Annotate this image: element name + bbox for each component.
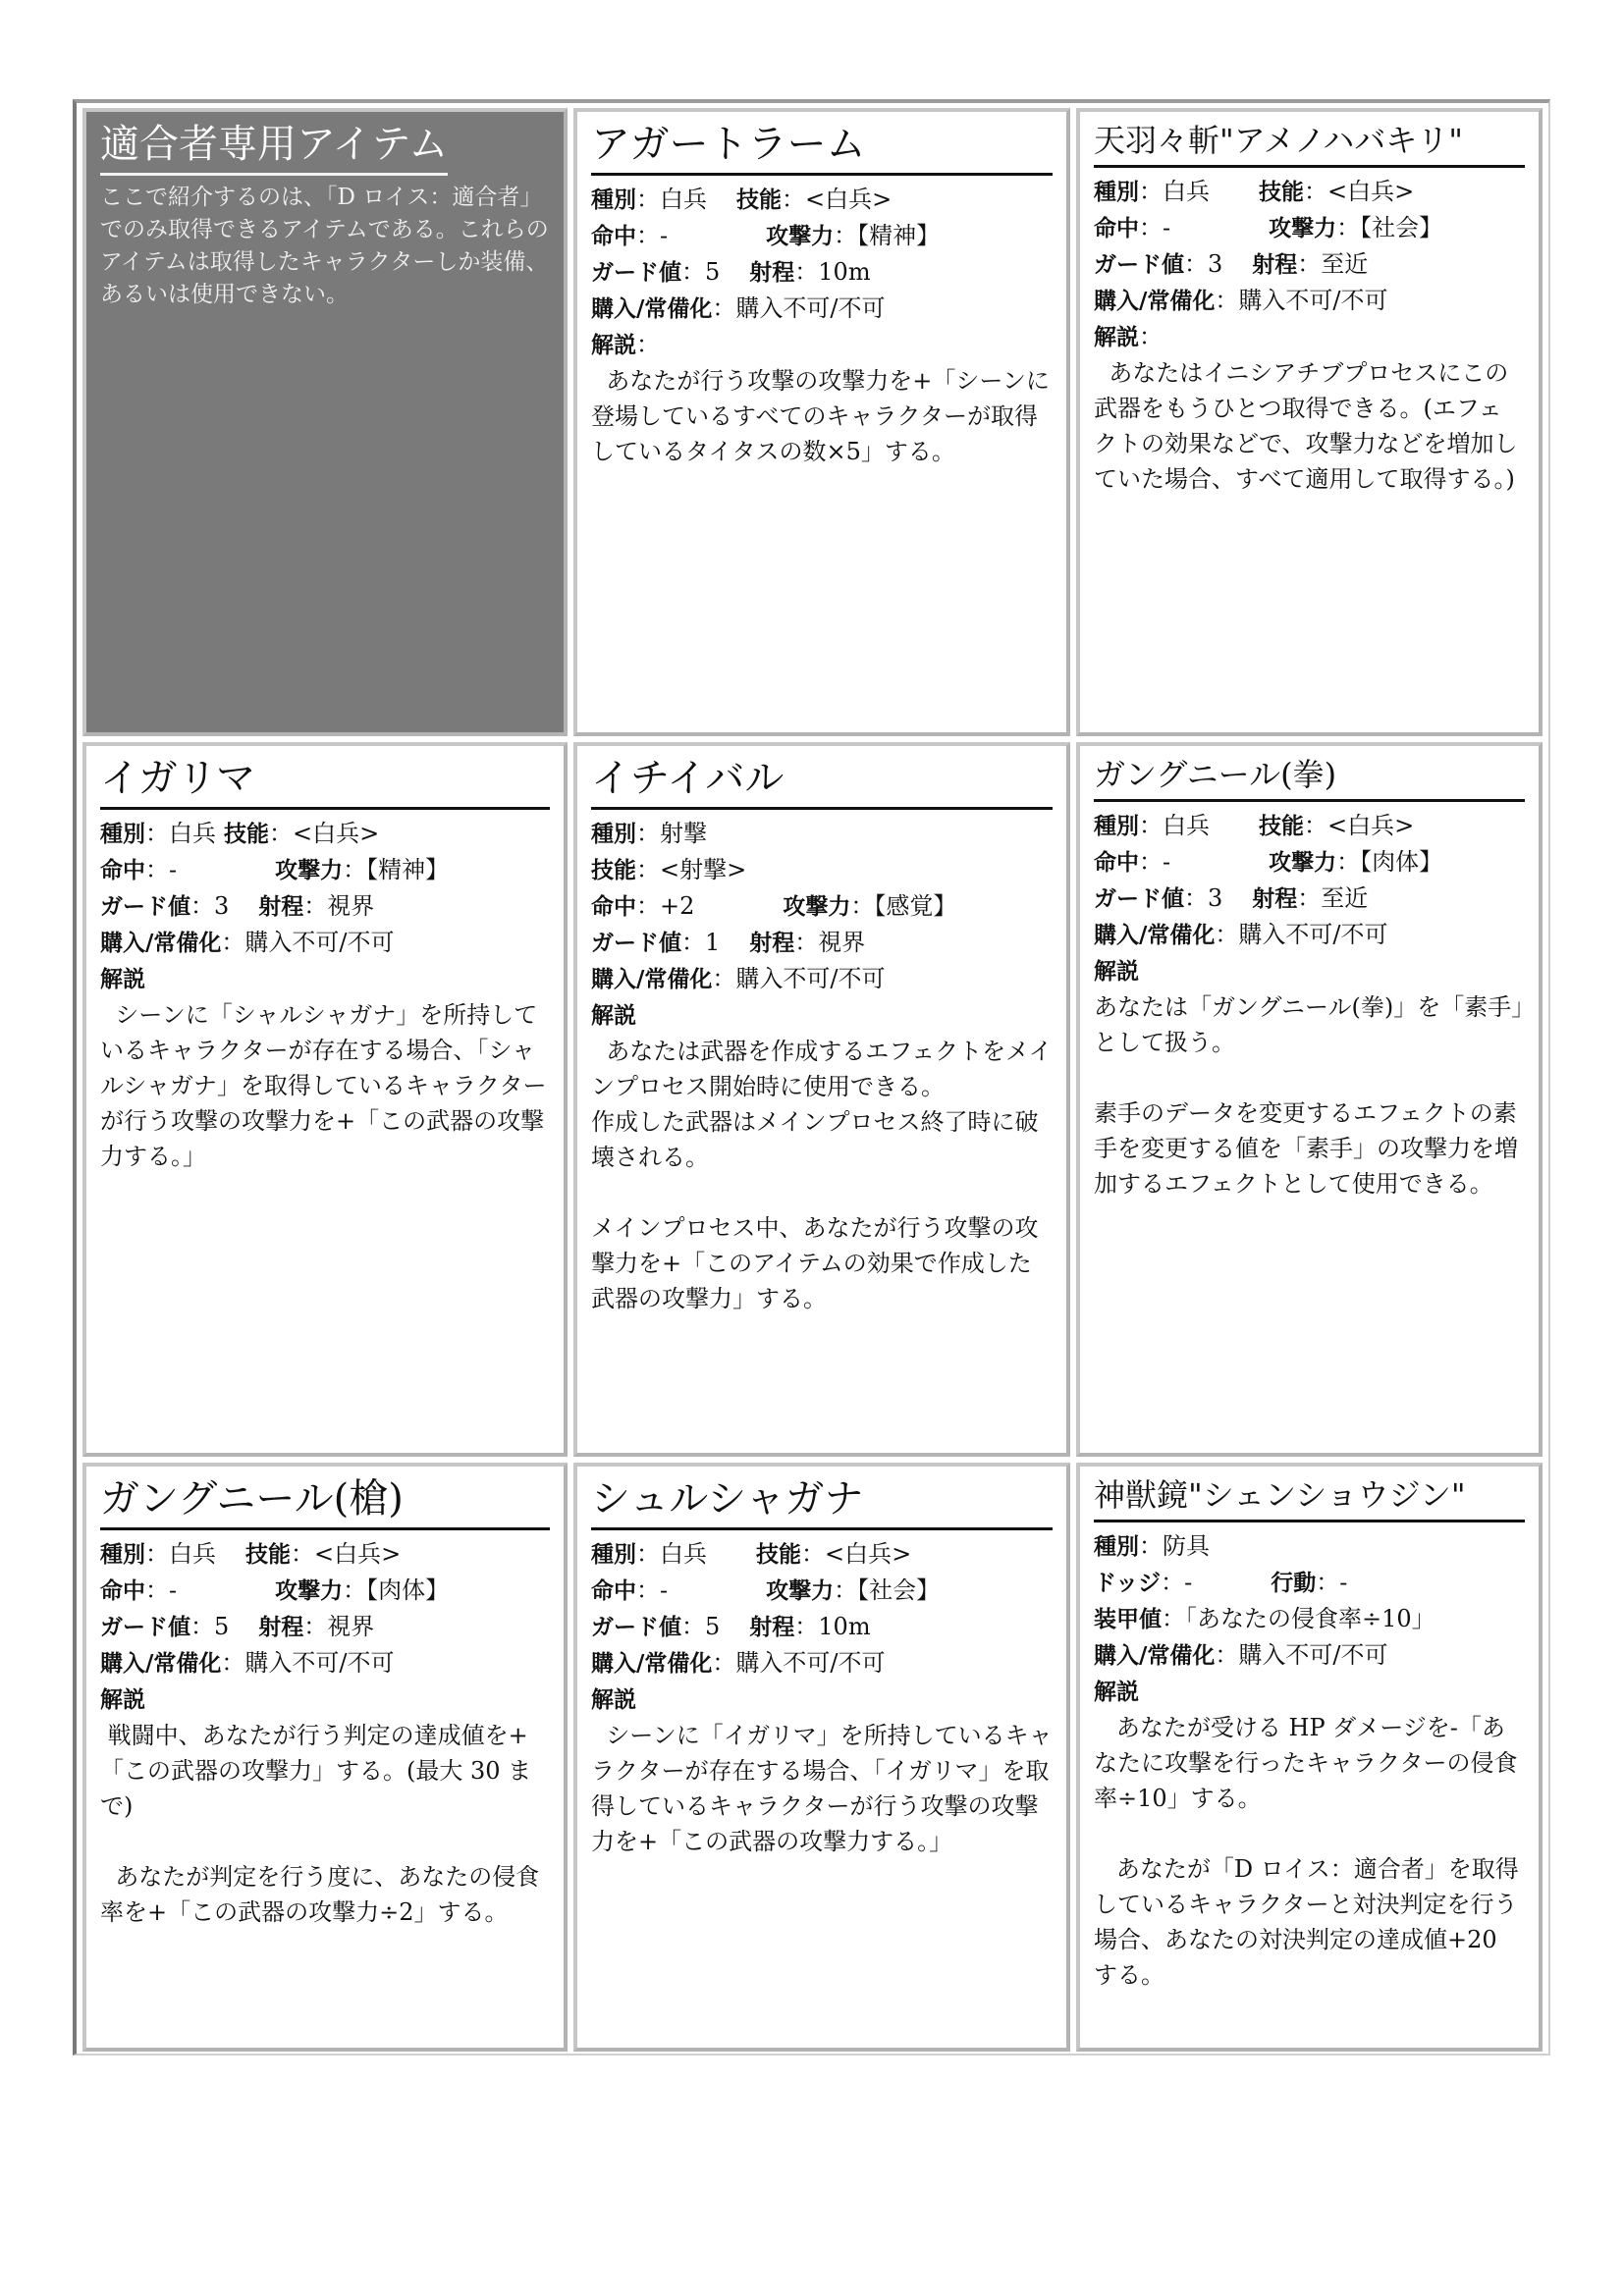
field-value-range: 視界	[818, 929, 866, 956]
item-description: シーンに「シャルシャガナ」を所持しているキャラクターが存在する場合、「シャルシャガナ」を取得しているキャラクターが行う攻撃の攻撃力を+「この武器の攻撃力する。」	[100, 1001, 547, 1170]
field-label-guard: ガード値	[591, 1615, 681, 1640]
stat-row	[591, 254, 1053, 291]
field-label-sep: ：	[794, 929, 819, 956]
field-value-type: 防具	[1163, 1532, 1210, 1560]
field-value-hit: -	[169, 1576, 178, 1604]
intro-title: 適合者専用アイテム	[100, 118, 448, 176]
item-card-amenohabakiri	[1076, 108, 1543, 736]
field-label-sep: ：	[636, 1540, 660, 1568]
field-value-attack: 【社会】	[857, 1576, 941, 1604]
field-label-sep: ：	[1336, 848, 1361, 876]
item-card-gungnir-spear	[82, 1463, 568, 2052]
field-value-hit: +2	[660, 892, 695, 920]
field-label-sep: ：	[1215, 1641, 1239, 1669]
field-label-hit: 命中	[591, 1578, 636, 1604]
field-value-attack: 【精神】	[857, 222, 941, 249]
field-label-skill: 技能	[1259, 814, 1304, 839]
field-label-range: 射程	[749, 260, 795, 286]
stat-row	[100, 852, 550, 888]
field-label-sep: ：	[636, 892, 660, 920]
stat-row	[591, 925, 1053, 961]
stat-row	[1094, 1674, 1525, 1710]
field-label-guard: ガード値	[591, 260, 681, 286]
stat-row	[1094, 1565, 1525, 1601]
stat-row	[100, 1682, 550, 1718]
stat-row	[100, 1609, 550, 1645]
field-label-hit: 命中	[100, 1578, 145, 1604]
field-label-attack: 攻撃力	[766, 1578, 835, 1604]
field-value-guard: 1	[705, 929, 721, 956]
field-value-skill: <白兵>	[805, 186, 893, 213]
field-value-guard: 5	[705, 258, 721, 286]
field-label-sep: ：	[303, 892, 328, 920]
field-label-sep: ：	[1162, 1605, 1185, 1632]
stat-row	[591, 816, 1053, 852]
field-label-sep: ：	[1297, 250, 1322, 278]
field-label-sep: ：	[834, 222, 858, 249]
field-value-guard: 3	[1208, 884, 1223, 912]
field-value-range: 視界	[327, 1613, 375, 1640]
field-label-skill: 技能	[591, 858, 636, 883]
stat-row	[100, 925, 550, 961]
field-label-sep: ：	[636, 1576, 660, 1604]
field-label-sep: ：	[681, 1613, 705, 1640]
field-label-type: 種別	[100, 822, 145, 847]
field-label-sep: ：	[636, 331, 660, 358]
field-label-sep: ：	[782, 186, 805, 213]
field-label-sep: ：	[636, 820, 660, 847]
field-label-sep: ：	[794, 1613, 819, 1640]
stat-row	[591, 218, 1053, 254]
field-label-range: 射程	[1252, 252, 1298, 278]
stat-row	[100, 1573, 550, 1609]
field-value-skill: <射撃>	[660, 856, 747, 883]
field-label-sep: ：	[303, 1613, 328, 1640]
field-label-range: 射程	[749, 1615, 795, 1640]
intro-card	[82, 108, 568, 736]
field-label-sep: ：	[145, 820, 169, 847]
stat-row	[1094, 174, 1525, 210]
field-label-sep: ：	[190, 1613, 214, 1640]
item-description: シーンに「イガリマ」を所持しているキャラクターが存在する場合、「イガリマ」を取得しているキャラクターが行う攻撃の攻撃力を+「この武器の攻撃力する。」	[591, 1722, 1053, 1855]
item-title: 神獣鏡"シェンショウジン"	[1094, 1472, 1525, 1522]
field-value-guard: 3	[214, 892, 230, 920]
field-value-guard: 3	[1208, 250, 1223, 278]
item-card-shulshagana	[573, 1463, 1070, 2052]
field-label-sep: ：	[794, 258, 819, 286]
field-label-guard: ガード値	[1094, 886, 1184, 912]
field-label-attack: 攻撃力	[783, 894, 851, 920]
field-label-hit: 命中	[591, 894, 636, 920]
field-label-desc: 解説	[1094, 325, 1139, 350]
field-label-guard: ガード値	[591, 931, 681, 956]
field-label-type: 種別	[1094, 1534, 1139, 1560]
field-label-sep: ：	[1316, 1569, 1340, 1596]
field-label-desc: 解説	[100, 1687, 145, 1713]
field-label-attack: 攻撃力	[766, 224, 835, 249]
stat-row	[100, 1645, 550, 1682]
field-label-sep: ：	[221, 929, 245, 956]
field-label-sep: ：	[145, 1540, 169, 1568]
field-value-buy: 購入不可/不可	[735, 294, 886, 322]
field-label-buy: 購入/常備化	[1094, 1643, 1216, 1669]
field-value-buy: 購入不可/不可	[735, 965, 886, 992]
item-title: イチイバル	[591, 752, 1053, 810]
field-label-skill: 技能	[224, 822, 269, 847]
field-label-sep: ：	[343, 1576, 367, 1604]
stat-row	[100, 961, 550, 997]
field-value-skill: <白兵>	[293, 820, 380, 847]
stat-row	[591, 961, 1053, 997]
field-label-sep: ：	[1139, 178, 1163, 205]
stat-row	[1094, 283, 1525, 319]
field-label-buy: 購入/常備化	[1094, 923, 1216, 948]
field-label-desc: 解説	[100, 967, 145, 992]
field-label-sep: ：	[712, 294, 736, 322]
field-value-skill: <白兵>	[1327, 178, 1415, 205]
field-label-hit: 命中	[100, 858, 145, 883]
field-label-sep: ：	[801, 1540, 825, 1568]
stat-row	[1094, 1528, 1525, 1565]
field-value-skill: <白兵>	[314, 1540, 402, 1568]
field-value-type: 白兵	[1163, 178, 1210, 205]
field-label-sep: ：	[1139, 214, 1163, 241]
item-description: あなたは武器を作成するエフェクトをメインプロセス開始時に使用できる。 作成した武器はメインプロセス終了時に破壊される。 メインプロセス中、あなたが行う攻撃の攻撃力を+「このアイテムの効果で作成した武器の攻撃力」する。	[591, 1038, 1053, 1312]
field-label-desc: 解説	[1094, 959, 1139, 985]
field-value-action: -	[1339, 1569, 1348, 1596]
field-label-type: 種別	[1094, 814, 1139, 839]
field-value-attack: 【感覚】	[874, 892, 957, 920]
field-label-skill: 技能	[736, 187, 782, 213]
field-label-sep: ：	[1336, 214, 1361, 241]
item-card-gungnir-fist	[1076, 742, 1543, 1457]
field-label-hit: 命中	[1094, 850, 1139, 876]
stat-row	[100, 888, 550, 925]
stat-row	[591, 1645, 1053, 1682]
field-label-range: 射程	[258, 1615, 304, 1640]
field-label-sep: ：	[145, 1576, 169, 1604]
field-label-attack: 攻撃力	[1269, 850, 1337, 876]
field-label-sep: ：	[291, 1540, 314, 1568]
intro-text: ここで紹介するのは、「D ロイス：適合者」でのみ取得できるアイテムである。これらのアイテムは取得したキャラクターしか装備、あるいは使用できない。	[100, 185, 549, 307]
field-value-range: 10m	[818, 258, 871, 286]
stat-row	[1094, 210, 1525, 246]
stat-row	[100, 816, 550, 852]
stat-row	[1094, 808, 1525, 844]
field-label-attack: 攻撃力	[1269, 216, 1337, 241]
field-value-buy: 購入不可/不可	[244, 1649, 395, 1677]
item-description: あなたが受ける HP ダメージを-「あなたに攻撃を行ったキャラクターの侵食率÷10」する。 あなたが「D ロイス：適合者」を取得しているキャラクターと対決判定を行う場合、あなたの対決判定の達成値+20 する。	[1094, 1714, 1519, 1989]
field-label-sep: ：	[1139, 848, 1163, 876]
field-label-sep: ：	[1304, 812, 1327, 839]
item-card-agartram	[573, 108, 1070, 736]
field-label-sep: ：	[190, 892, 214, 920]
stat-row	[1094, 319, 1525, 355]
field-label-sep: ：	[636, 856, 660, 883]
field-value-guard: 5	[705, 1613, 721, 1640]
field-label-type: 種別	[591, 1542, 636, 1568]
field-label-buy: 購入/常備化	[591, 1651, 713, 1677]
stat-row	[591, 888, 1053, 925]
field-label-skill: 技能	[1259, 180, 1304, 205]
field-label-attack: 攻撃力	[275, 1578, 344, 1604]
stat-row	[591, 327, 1053, 363]
field-value-hit: -	[169, 856, 178, 883]
field-label-guard: ガード値	[100, 1615, 190, 1640]
field-value-buy: 購入不可/不可	[735, 1649, 886, 1677]
field-value-hit: -	[660, 1576, 669, 1604]
field-label-sep: ：	[636, 186, 660, 213]
field-label-hit: 命中	[1094, 216, 1139, 241]
field-value-buy: 購入不可/不可	[244, 929, 395, 956]
field-label-sep: ：	[834, 1576, 858, 1604]
field-label-desc: 解説	[591, 1003, 636, 1029]
stat-row	[1094, 881, 1525, 917]
field-label-desc: 解説	[591, 1687, 636, 1713]
stat-row	[591, 291, 1053, 327]
field-value-hit: -	[660, 222, 669, 249]
field-label-sep: ：	[1304, 178, 1327, 205]
field-label-sep: ：	[1297, 884, 1322, 912]
field-value-hit: -	[1163, 848, 1171, 876]
field-label-range: 射程	[258, 894, 304, 920]
field-label-sep: ：	[681, 929, 705, 956]
field-label-range: 射程	[1252, 886, 1298, 912]
item-description: あなたはイニシアチブプロセスにこの武器をもうひとつ取得できる。(エフェクトの効果などで、攻撃力などを増加していた場合、すべて適用して取得する。)	[1094, 359, 1518, 493]
field-label-skill: 技能	[756, 1542, 801, 1568]
item-description: 戦闘中、あなたが行う判定の達成値を+「この武器の攻撃力」する。(最大 30 まで) あなたが判定を行う度に、あなたの侵食率を+「この武器の攻撃力÷2」する。	[100, 1722, 540, 1926]
field-label-sep: ：	[1215, 287, 1239, 314]
field-label-sep: ：	[1139, 1532, 1163, 1560]
stat-row	[100, 1536, 550, 1573]
field-label-sep: ：	[850, 892, 875, 920]
field-value-skill: <白兵>	[825, 1540, 912, 1568]
stat-row	[1094, 1601, 1525, 1637]
stat-row	[591, 852, 1053, 888]
stat-row	[1094, 917, 1525, 953]
field-label-buy: 購入/常備化	[100, 1651, 222, 1677]
field-value-buy: 購入不可/不可	[1238, 921, 1388, 948]
field-value-attack: 【肉体】	[1360, 848, 1443, 876]
field-value-type: 白兵	[660, 186, 707, 213]
field-label-type: 種別	[591, 187, 636, 213]
field-label-sep: ：	[145, 856, 169, 883]
stat-row	[1094, 844, 1525, 881]
stat-row	[591, 997, 1053, 1034]
field-value-attack: 【肉体】	[366, 1576, 450, 1604]
field-value-type: 白兵	[1163, 812, 1210, 839]
stat-row	[1094, 246, 1525, 283]
field-label-sep: ：	[343, 856, 367, 883]
field-value-buy: 購入不可/不可	[1238, 287, 1388, 314]
item-title: イガリマ	[100, 752, 550, 810]
field-value-range: 視界	[327, 892, 375, 920]
field-label-armor: 装甲値	[1094, 1607, 1162, 1632]
stat-row	[591, 1682, 1053, 1718]
item-title: アガートラーム	[591, 118, 1053, 176]
item-description: あなたは「ガングニール(拳)」を「素手」として扱う。 素手のデータを変更するエフェクトの素手を変更する値を「素手」の攻撃力を増加するエフェクトとして使用できる。	[1094, 993, 1524, 1198]
item-description: あなたが行う攻撃の攻撃力を+「シーンに登場しているすべてのキャラクターが取得しているタイタスの数×5」する。	[591, 367, 1050, 465]
field-label-buy: 購入/常備化	[1094, 289, 1216, 314]
field-label-desc: 解説	[591, 333, 636, 358]
field-label-hit: 命中	[591, 224, 636, 249]
field-label-sep: ：	[1161, 1569, 1185, 1596]
field-label-sep: ：	[712, 1649, 736, 1677]
field-label-action: 行動	[1271, 1571, 1317, 1596]
field-label-sep: ：	[681, 258, 705, 286]
field-value-hit: -	[1163, 214, 1171, 241]
field-label-type: 種別	[591, 822, 636, 847]
field-value-dodge: -	[1184, 1569, 1193, 1596]
field-value-skill: <白兵>	[1327, 812, 1415, 839]
field-label-sep: ：	[1139, 323, 1163, 350]
field-label-skill: 技能	[245, 1542, 291, 1568]
stat-row	[591, 1536, 1053, 1573]
field-label-sep: ：	[1184, 250, 1208, 278]
field-label-sep: ：	[1184, 884, 1208, 912]
stat-row	[1094, 953, 1525, 989]
field-value-range: 至近	[1321, 250, 1369, 278]
field-label-sep: ：	[636, 222, 660, 249]
field-label-buy: 購入/常備化	[591, 967, 713, 992]
field-label-sep: ：	[269, 820, 293, 847]
field-label-type: 種別	[1094, 180, 1139, 205]
field-label-guard: ガード値	[1094, 252, 1184, 278]
item-title: 天羽々斬"アメノハバキリ"	[1094, 118, 1525, 168]
field-label-buy: 購入/常備化	[100, 931, 222, 956]
field-label-buy: 購入/常備化	[591, 296, 713, 322]
item-title: シュルシャガナ	[591, 1472, 1053, 1530]
field-label-range: 射程	[749, 931, 795, 956]
field-value-guard: 5	[214, 1613, 230, 1640]
item-card-igalima	[82, 742, 568, 1457]
stat-row	[591, 1573, 1053, 1609]
field-label-sep: ：	[712, 965, 736, 992]
stat-row	[591, 182, 1053, 218]
item-title: ガングニール(拳)	[1094, 752, 1525, 802]
field-label-sep: ：	[221, 1649, 245, 1677]
item-title: ガングニール(槍)	[100, 1472, 550, 1530]
field-value-type: 白兵	[660, 1540, 707, 1568]
field-label-guard: ガード値	[100, 894, 190, 920]
field-value-type: 射撃	[660, 820, 707, 847]
field-label-type: 種別	[100, 1542, 145, 1568]
field-value-type: 白兵	[169, 1540, 216, 1568]
field-value-attack: 【精神】	[366, 856, 450, 883]
field-value-range: 10m	[818, 1613, 871, 1640]
field-value-attack: 【社会】	[1360, 214, 1443, 241]
field-label-attack: 攻撃力	[275, 858, 344, 883]
field-label-sep: ：	[1215, 921, 1239, 948]
field-value-type: 白兵	[169, 820, 216, 847]
field-label-dodge: ドッジ	[1094, 1571, 1162, 1596]
field-label-desc: 解説	[1094, 1680, 1139, 1705]
field-value-armor: 「あなたの侵食率÷10」	[1185, 1605, 1435, 1632]
field-label-sep: ：	[1139, 812, 1163, 839]
stat-row	[591, 1609, 1053, 1645]
field-value-buy: 購入不可/不可	[1238, 1641, 1388, 1669]
field-value-range: 至近	[1321, 884, 1369, 912]
item-card-shenshoujing	[1076, 1463, 1543, 2052]
stat-row	[1094, 1637, 1525, 1674]
item-card-ichaival	[573, 742, 1070, 1457]
